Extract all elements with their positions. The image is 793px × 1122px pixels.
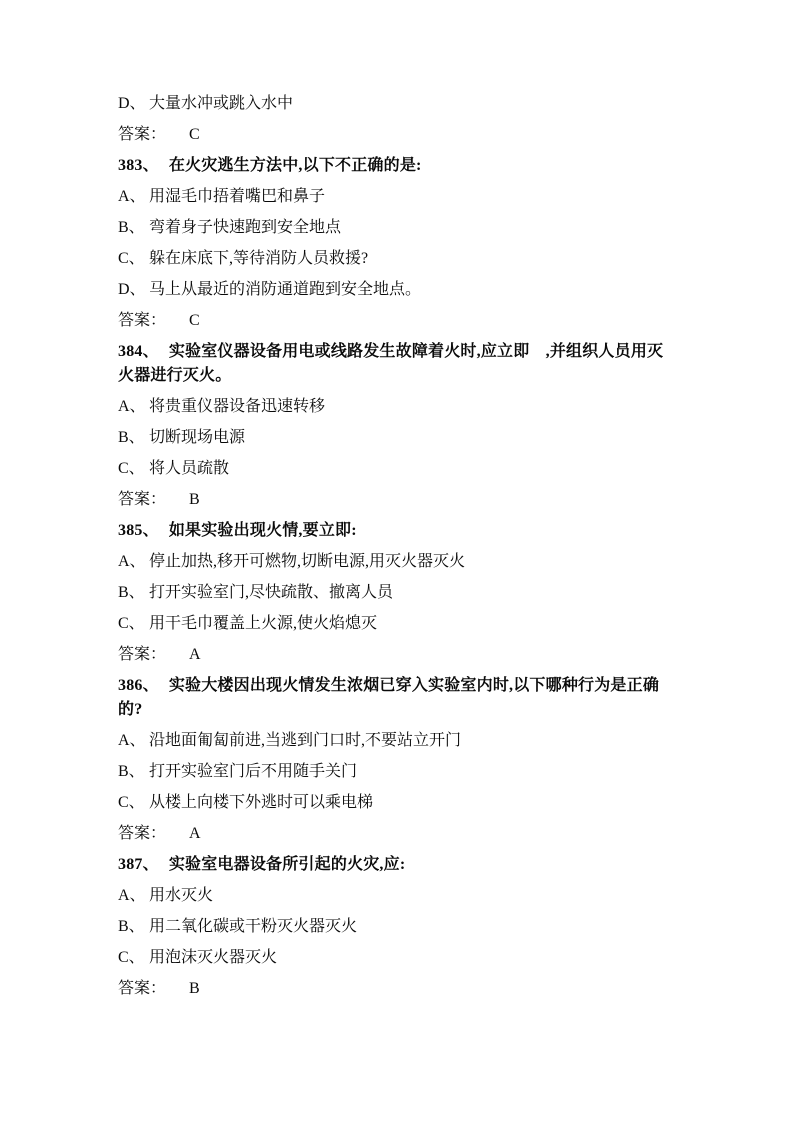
answer-row [118,822,678,846]
answer-label: 答案： [118,980,167,997]
option-letter: C、 [118,615,145,632]
option-letter: C、 [118,949,145,966]
option-letter: C、 [118,794,145,811]
option-row [118,581,678,605]
option-text: 将贵重仪器设备迅速转移 [149,398,326,415]
option-row [118,612,678,636]
option-text: 将人员疏散 [149,460,230,477]
question-title-text: 实验室仪器设备用电或线路发生故障着火时,应立即 ,并组织人员用灭火器进行灭火。 [118,343,664,384]
question-title-text: 实验大楼因出现火情发生浓烟已穿入实验室内时,以下哪种行为是正确的? [118,677,660,718]
option-row [118,216,678,240]
question-title [118,519,678,543]
option-row [118,457,678,481]
question-title [118,853,678,877]
option-row [118,278,678,302]
answer-value: B [189,980,200,997]
option-text: 沿地面匍匐前进,当逃到门口时,不要站立开门 [149,732,462,749]
answer-row [118,488,678,512]
answer-value: B [189,491,200,508]
option-letter: A、 [118,732,146,749]
answer-value: A [189,646,201,663]
option-row [118,760,678,784]
option-text: 打开实验室门后不用随手关门 [149,763,358,780]
question-number: 384、 [118,343,159,360]
answer-label: 答案： [118,126,167,143]
question-number: 385、 [118,522,159,539]
option-text: 躲在床底下,等待消防人员救援? [149,250,369,267]
option-text: 用泡沫灭火器灭火 [149,949,278,966]
option-letter: B、 [118,219,145,236]
option-letter: A、 [118,188,146,205]
question-fragment [118,92,678,147]
option-letter: B、 [118,918,145,935]
question-title [118,154,678,178]
option-row [118,729,678,753]
option-text: 用水灭火 [149,887,214,904]
option-letter: B、 [118,429,145,446]
question-number: 383、 [118,157,159,174]
option-text: 用湿毛巾捂着嘴巴和鼻子 [149,188,326,205]
answer-row [118,643,678,667]
answer-value: C [189,126,200,143]
question-block [118,674,678,846]
question-title [118,340,678,388]
option-letter: A、 [118,887,146,904]
option-letter: A、 [118,553,146,570]
option-row [118,946,678,970]
option-text: 打开实验室门,尽快疏散、撤离人员 [149,584,394,601]
answer-label: 答案： [118,491,167,508]
option-row [118,247,678,271]
option-letter: C、 [118,460,145,477]
question-block [118,519,678,667]
option-letter: B、 [118,763,145,780]
option-row [118,884,678,908]
question-block [118,340,678,512]
option-text: 从楼上向楼下外逃时可以乘电梯 [149,794,374,811]
option-row [118,915,678,939]
question-title-text: 如果实验出现火情,要立即: [168,522,357,539]
question-number: 386、 [118,677,159,694]
question-list [118,92,678,1008]
option-letter: D、 [118,95,146,112]
option-text: 用二氧化碳或干粉灭火器灭火 [149,918,358,935]
option-row [118,185,678,209]
question-title-text: 在火灾逃生方法中,以下不正确的是: [168,157,422,174]
option-text: 弯着身子快速跑到安全地点 [149,219,342,236]
option-text: 停止加热,移开可燃物,切断电源,用灭火器灭火 [149,553,466,570]
answer-label: 答案： [118,646,167,663]
option-letter: B、 [118,584,145,601]
option-letter: C、 [118,250,145,267]
option-row [118,550,678,574]
answer-value: C [189,312,200,329]
option-letter: D、 [118,281,146,298]
question-number: 387、 [118,856,159,873]
option-text: 大量水冲或跳入水中 [149,95,294,112]
answer-label: 答案： [118,312,167,329]
option-letter: A、 [118,398,146,415]
answer-label: 答案： [118,825,167,842]
question-title-text: 实验室电器设备所引起的火灾,应: [168,856,406,873]
question-block [118,154,678,333]
option-row [118,426,678,450]
answer-row [118,123,678,147]
option-text: 用干毛巾覆盖上火源,使火焰熄灭 [149,615,378,632]
question-title [118,674,678,722]
question-block [118,853,678,1001]
option-text: 切断现场电源 [149,429,246,446]
option-text: 马上从最近的消防通道跑到安全地点。 [149,281,422,298]
answer-row [118,977,678,1001]
answer-row [118,309,678,333]
option-row [118,92,678,116]
option-row [118,395,678,419]
option-row [118,791,678,815]
answer-value: A [189,825,201,842]
